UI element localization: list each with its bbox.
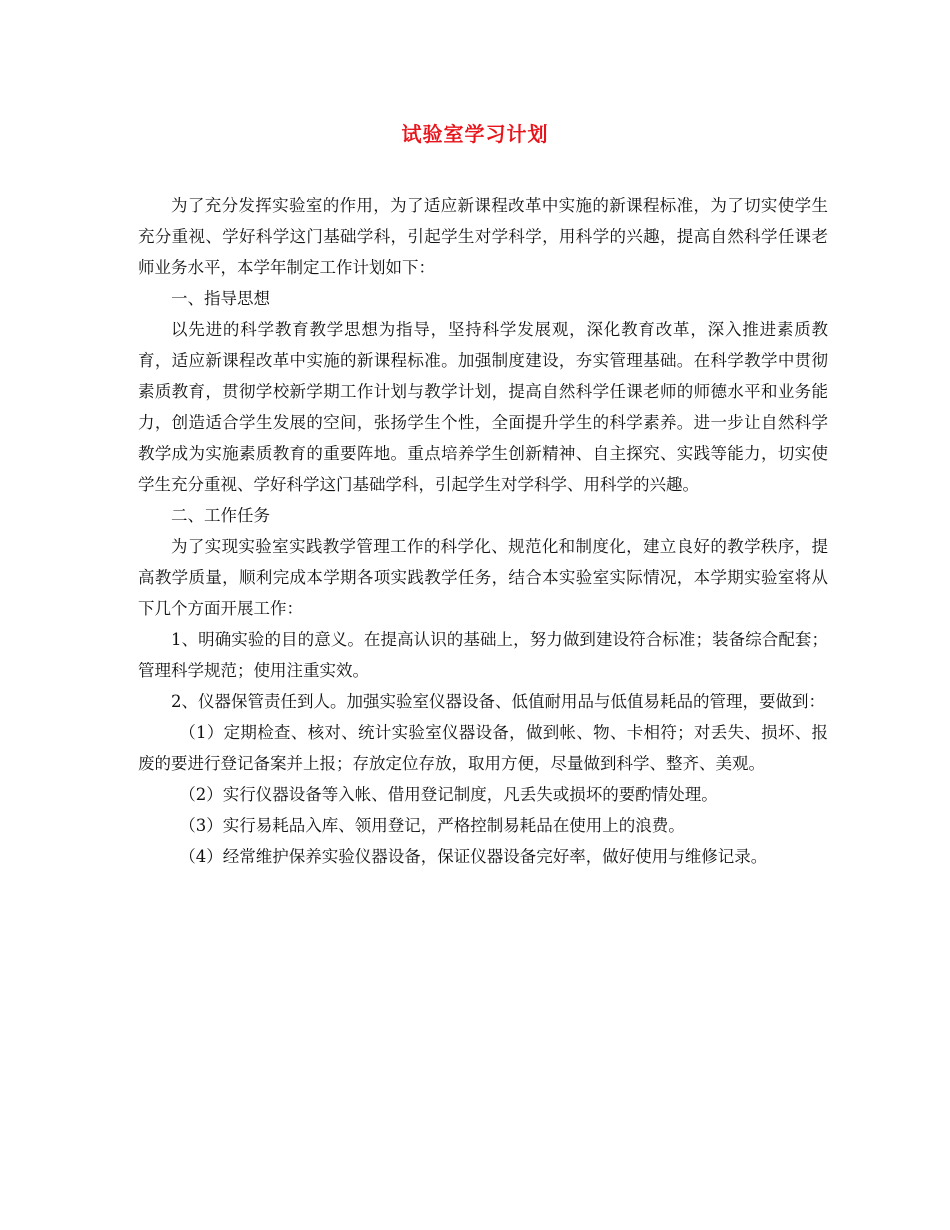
sub-item-3: （3）实行易耗品入库、领用登记，严格控制易耗品在使用上的浪费。 [179,816,685,835]
task-item-1: 1、明确实验的目的意义。在提高认识的基础上，努力做到建设符合标准；装备综合配套；管理科学规范；使用注重实效。 [138,630,828,680]
section-heading-work-tasks: 二、工作任务 [171,506,270,525]
work-tasks-paragraph: 为了实现实验室实践教学管理工作的科学化、规范化和制度化，建立良好的教学秩序，提高教学质量，顺利完成本学期各项实践教学任务，结合本实验室实际情况，本学期实验室将从下几个方面开展工作： [138,537,828,618]
task-item-2: 2、仪器保管责任到人。加强实验室仪器设备、低值耐用品与低值易耗品的管理，要做到： [171,692,825,711]
document-body [138,190,828,872]
section-heading-guiding-ideology: 一、指导思想 [171,289,270,308]
guiding-ideology-paragraph: 以先进的科学教育教学思想为指导，坚持科学发展观，深化教育改革，深入推进素质教育，适应新课程改革中实施的新课程标准。加强制度建设，夯实管理基础。在科学教学中贯彻素质教育，贯彻学校新学期工作计划与教学计划，提高自然科学任课老师的师德水平和业务能力，创造适合学生发展的空间，张扬学生个性，全面提升学生的科学素养。进一步让自然科学教学成为实施素质教育的重要阵地。重点培养学生创新精神、自主探究、实践等能力，切实使学生充分重视、学好科学这门基础学科，引起学生对学科学、用科学的兴趣。 [138,320,828,494]
intro-paragraph: 为了充分发挥实验室的作用，为了适应新课程改革中实施的新课程标准，为了切实使学生充分重视、学好科学这门基础学科，引起学生对学科学，用科学的兴趣，提高自然科学任课老师业务水平，本学年制定工作计划如下： [138,196,828,277]
sub-item-1: （1）定期检查、核对、统计实验室仪器设备，做到帐、物、卡相符；对丢失、损坏、报废的要进行登记备案并上报；存放定位存放，取用方便，尽量做到科学、整齐、美观。 [138,723,828,773]
sub-item-4: （4）经常维护保养实验仪器设备，保证仪器设备完好率，做好使用与维修记录。 [179,847,768,866]
document-title: 试验室学习计划 [401,122,549,146]
sub-item-2: （2）实行仪器设备等入帐、借用登记制度，凡丢失或损坏的要酌情处理。 [179,785,718,804]
